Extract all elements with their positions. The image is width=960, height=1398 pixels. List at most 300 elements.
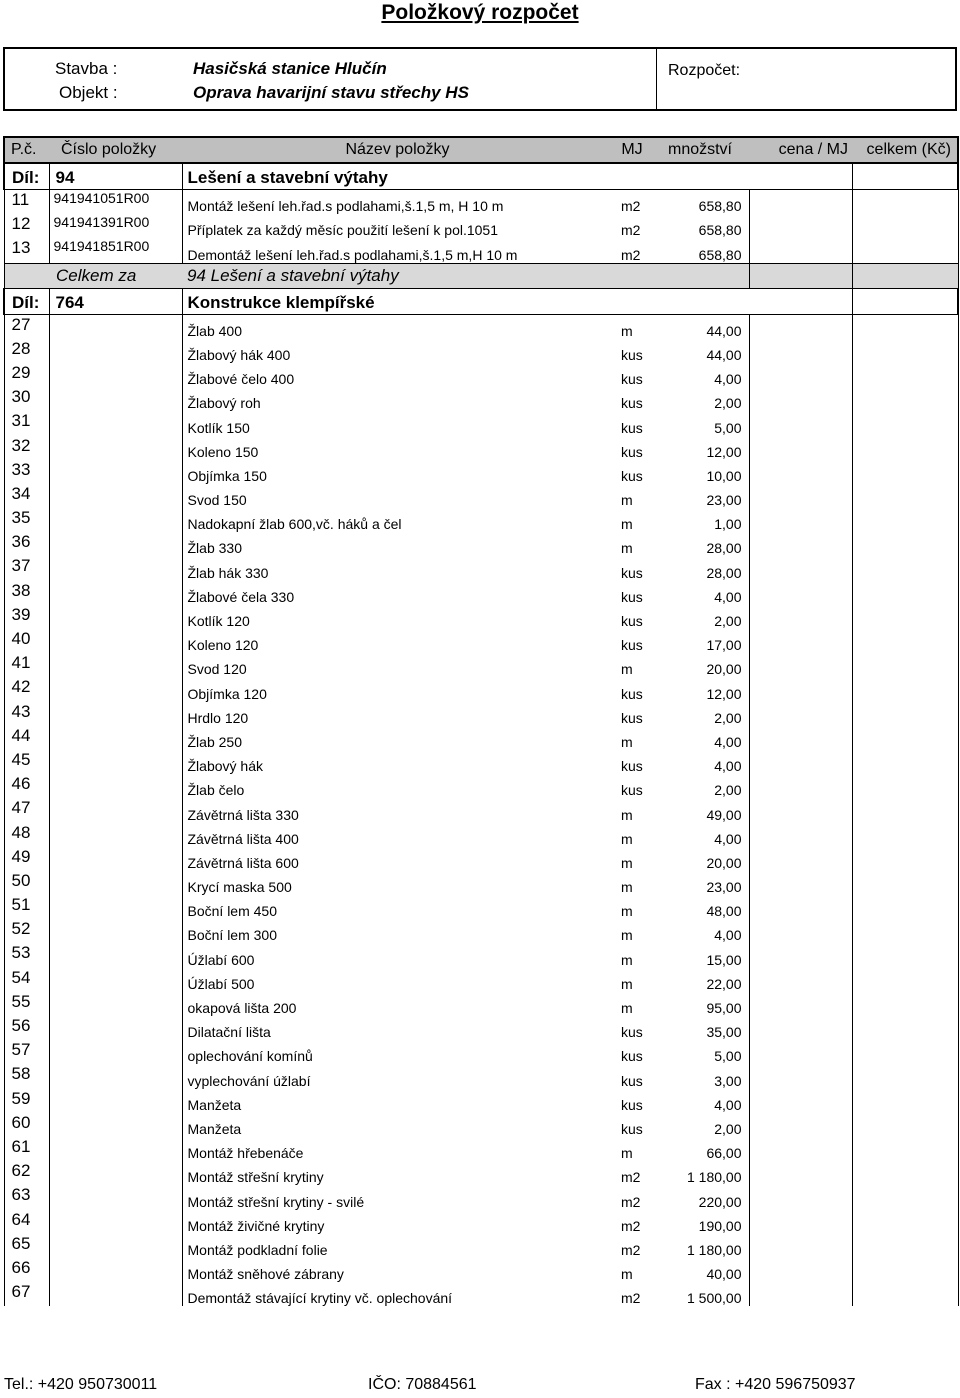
table-row [4, 1113, 958, 1137]
item-total [852, 1185, 958, 1209]
item-name: Manžeta [182, 1089, 613, 1113]
item-name: Závětrná lišta 600 [182, 847, 613, 871]
item-qty: 2,00 [714, 782, 742, 799]
table-row [4, 460, 958, 484]
section-header-row [4, 163, 958, 190]
item-name: Objímka 150 [182, 460, 613, 484]
item-qty: 12,00 [706, 443, 742, 460]
item-pc: 59 [4, 1089, 49, 1113]
item-qty: 5,00 [714, 419, 742, 436]
item-name: Kotlík 150 [182, 411, 613, 435]
section-empty-celkem [852, 288, 958, 314]
item-total [852, 190, 958, 215]
item-name: Žlab 330 [182, 532, 613, 556]
item-code [49, 1282, 182, 1306]
item-name: Žlab 250 [182, 726, 613, 750]
item-total [852, 1040, 958, 1064]
table-row [4, 919, 958, 943]
item-qty: 22,00 [706, 975, 742, 992]
table-row [4, 484, 958, 508]
item-code [49, 363, 182, 387]
item-mj: kus [621, 371, 643, 388]
item-code [49, 605, 182, 629]
item-pc: 64 [4, 1210, 49, 1234]
summary-empty-celkem [852, 263, 958, 288]
stavba-value: Hasičská stanice Hlučín [193, 59, 387, 78]
summary-empty-cena [749, 263, 852, 288]
item-unit-price [749, 1113, 852, 1137]
item-code [49, 919, 182, 943]
table-row [4, 214, 958, 238]
section-dil-label: Díl: [4, 288, 49, 314]
item-name: Žlab čelo [182, 774, 613, 798]
item-unit-price [749, 581, 852, 605]
item-mj: m2 [621, 246, 641, 263]
item-pc: 32 [4, 436, 49, 460]
item-pc: 12 [4, 214, 49, 238]
item-mj: m [621, 661, 633, 678]
table-row [4, 847, 958, 871]
item-unit-price [749, 943, 852, 967]
section-empty-qty [651, 288, 749, 314]
item-name: Koleno 120 [182, 629, 613, 653]
item-name: Montáž lešení leh.řad.s podlahami,š.1,5 m, H 10 m [182, 190, 613, 215]
item-mj: m [613, 314, 651, 339]
table-row [4, 363, 958, 387]
table-row [4, 387, 958, 411]
objekt-value: Oprava havarijní stavu střechy HS [193, 83, 469, 102]
item-total [852, 1258, 958, 1282]
footer-fax: Fax : +420 596750937 [695, 1376, 856, 1393]
item-unit-price [749, 532, 852, 556]
item-code: 941941851R00 [49, 238, 182, 263]
table-row [4, 1234, 958, 1258]
item-qty: 190,00 [698, 1217, 742, 1234]
item-mj: m [621, 1000, 633, 1016]
item-pc: 47 [4, 798, 49, 822]
table-row [4, 726, 958, 750]
item-mj: m2 [613, 190, 651, 215]
item-qty: 15,00 [706, 951, 742, 968]
item-total [852, 1089, 958, 1113]
item-total [852, 214, 958, 238]
item-unit-price [749, 968, 852, 992]
item-mj: kus [621, 1096, 643, 1113]
item-qty: 2,00 [714, 613, 742, 629]
table-row [4, 798, 958, 822]
item-total [852, 1113, 958, 1137]
item-code: 941941051R00 [49, 190, 182, 215]
item-total [852, 1210, 958, 1234]
table-row [4, 1064, 958, 1088]
item-code [49, 1016, 182, 1040]
item-total [852, 1282, 958, 1306]
item-qty: 658,80 [698, 246, 742, 263]
table-row [4, 1258, 958, 1282]
item-unit-price [749, 653, 852, 677]
item-mj: m [621, 927, 633, 944]
item-name: Nadokapní žlab 600,vč. háků a čel [182, 508, 613, 532]
summary-name: 94 Lešení a stavební výtahy [182, 263, 613, 288]
item-total [852, 532, 958, 556]
item-name: Dilatační lišta [182, 1016, 613, 1040]
stavba-label: Stavba : [55, 59, 118, 78]
item-unit-price [749, 1161, 852, 1185]
item-mj: m2 [621, 1241, 641, 1258]
item-unit-price [749, 190, 852, 215]
item-mj: m [621, 492, 633, 509]
table-row [4, 968, 958, 992]
item-mj: kus [621, 685, 643, 702]
item-mj: kus [621, 613, 643, 629]
item-mj: kus [621, 588, 643, 605]
table-row [4, 750, 958, 774]
item-name: Boční lem 300 [182, 919, 613, 943]
item-total [852, 847, 958, 871]
item-unit-price [749, 1210, 852, 1234]
table-row [4, 1185, 958, 1209]
item-code [49, 677, 182, 701]
item-qty: 658,80 [698, 222, 742, 239]
item-name: vyplechování úžlabí [182, 1064, 613, 1088]
item-name: Demontáž stávající krytiny vč. oplechování [182, 1282, 613, 1306]
item-unit-price [749, 677, 852, 701]
item-code [49, 895, 182, 919]
item-code [49, 1113, 182, 1137]
rozpocet-label: Rozpočet: [668, 62, 741, 79]
item-qty: 4,00 [714, 1096, 742, 1113]
item-qty: 2,00 [714, 1120, 742, 1137]
item-pc: 13 [4, 238, 49, 263]
item-code [49, 653, 182, 677]
item-qty: 4,00 [714, 733, 742, 750]
item-unit-price [749, 387, 852, 411]
item-qty: 44,00 [651, 314, 749, 339]
item-mj: m2 [621, 1169, 641, 1186]
item-mj: kus [621, 782, 643, 799]
item-qty: 23,00 [706, 879, 742, 896]
item-qty: 1 180,00 [687, 1169, 742, 1186]
item-mj: m2 [621, 1193, 641, 1210]
item-unit-price [749, 750, 852, 774]
item-total [852, 798, 958, 822]
table-row [4, 702, 958, 726]
item-name: Koleno 150 [182, 436, 613, 460]
item-total [852, 484, 958, 508]
item-pc: 45 [4, 750, 49, 774]
item-qty: 1,00 [714, 516, 742, 533]
col-header-pc: P.č. [4, 137, 49, 163]
item-code [49, 581, 182, 605]
item-total [852, 943, 958, 967]
item-pc: 49 [4, 847, 49, 871]
item-pc: 62 [4, 1161, 49, 1185]
item-code [49, 436, 182, 460]
item-unit-price [749, 605, 852, 629]
item-code [49, 508, 182, 532]
table-row [4, 629, 958, 653]
item-name: okapová lišta 200 [182, 992, 613, 1016]
footer-phone: Tel.: +420 950730011 [4, 1376, 158, 1393]
section-dil-name: Lešení a stavební výtahy [182, 163, 613, 190]
item-pc: 42 [4, 677, 49, 701]
budget-table [3, 136, 959, 1306]
item-code [49, 798, 182, 822]
table-row [4, 581, 958, 605]
item-qty: 20,00 [706, 661, 742, 678]
item-total [852, 238, 958, 263]
item-total [852, 436, 958, 460]
item-code [49, 629, 182, 653]
header-divider [656, 49, 657, 109]
table-row [4, 943, 958, 967]
item-pc: 52 [4, 919, 49, 943]
item-name: Montáž střešní krytiny [182, 1161, 613, 1185]
table-row [4, 992, 958, 1016]
item-unit-price [749, 484, 852, 508]
table-row [4, 314, 958, 339]
item-name: Žlab 400 [182, 314, 613, 339]
item-name: Žlabové čelo 400 [182, 363, 613, 387]
item-qty: 4,00 [714, 588, 742, 605]
item-pc: 11 [4, 190, 49, 215]
item-unit-price [749, 1040, 852, 1064]
item-name: Svod 150 [182, 484, 613, 508]
table-row [4, 653, 958, 677]
section-empty-cena [749, 163, 852, 190]
item-name: Kotlík 120 [182, 605, 613, 629]
footer-ico: IČO: 70884561 [368, 1376, 477, 1393]
col-header-celkem: celkem (Kč) [852, 137, 958, 163]
summary-empty-qty [651, 263, 749, 288]
item-pc: 53 [4, 943, 49, 967]
item-unit-price [749, 1089, 852, 1113]
table-row [4, 1016, 958, 1040]
item-mj: kus [621, 758, 643, 775]
item-mj: kus [621, 443, 643, 460]
item-code [49, 726, 182, 750]
item-qty: 48,00 [706, 903, 742, 920]
item-name: Příplatek za každý měsíc použití lešení k pol.1051 [182, 214, 613, 238]
item-pc: 60 [4, 1113, 49, 1137]
item-name: Hrdlo 120 [182, 702, 613, 726]
item-code [49, 968, 182, 992]
item-unit-price [749, 1185, 852, 1209]
item-pc: 51 [4, 895, 49, 919]
item-pc: 54 [4, 968, 49, 992]
item-pc: 38 [4, 581, 49, 605]
item-mj: kus [621, 1072, 643, 1089]
item-pc: 66 [4, 1258, 49, 1282]
item-total [852, 411, 958, 435]
table-row [4, 1210, 958, 1234]
table-row [4, 677, 958, 701]
item-name: Žlabový hák [182, 750, 613, 774]
item-code: 941941391R00 [49, 214, 182, 238]
item-name: Úžlabí 600 [182, 943, 613, 967]
item-pc: 28 [4, 339, 49, 363]
item-name: Boční lem 450 [182, 895, 613, 919]
item-mj: m [621, 1266, 633, 1283]
section-empty-mj [613, 288, 651, 314]
item-pc: 30 [4, 387, 49, 411]
section-header-row [4, 288, 958, 314]
item-mj: kus [621, 564, 643, 581]
item-total [852, 1234, 958, 1258]
summary-empty-mj [613, 263, 651, 288]
section-dil-name: Konstrukce klempířské [182, 288, 613, 314]
table-row [4, 871, 958, 895]
table-row [4, 238, 958, 263]
table-row [4, 532, 958, 556]
item-name: Svod 120 [182, 653, 613, 677]
item-name: Žlabové čela 330 [182, 581, 613, 605]
item-qty: 2,00 [714, 709, 742, 726]
item-pc: 56 [4, 1016, 49, 1040]
item-unit-price [749, 556, 852, 580]
item-qty: 2,00 [714, 395, 742, 412]
item-mj: m [621, 516, 633, 533]
item-name: Manžeta [182, 1113, 613, 1137]
table-row [4, 339, 958, 363]
item-qty: 40,00 [706, 1266, 742, 1283]
item-mj: kus [621, 1048, 643, 1065]
item-unit-price [749, 798, 852, 822]
item-total [852, 460, 958, 484]
item-name: Montáž sněhové zábrany [182, 1258, 613, 1282]
item-total [852, 871, 958, 895]
summary-label: Celkem za [49, 263, 182, 288]
section-empty-mj [613, 163, 651, 190]
item-mj: kus [621, 709, 643, 726]
item-pc: 31 [4, 411, 49, 435]
item-mj: m [621, 830, 633, 847]
item-total [852, 508, 958, 532]
item-code [49, 943, 182, 967]
item-total [852, 1016, 958, 1040]
item-code [49, 1040, 182, 1064]
item-name: Žlab hák 330 [182, 556, 613, 580]
item-code [49, 339, 182, 363]
table-row [4, 895, 958, 919]
item-unit-price [749, 895, 852, 919]
table-row [4, 436, 958, 460]
item-pc: 55 [4, 992, 49, 1016]
item-total [852, 702, 958, 726]
item-pc: 35 [4, 508, 49, 532]
table-row [4, 605, 958, 629]
table-row [4, 556, 958, 580]
item-name: Krycí maska 500 [182, 871, 613, 895]
item-mj: kus [621, 346, 643, 363]
item-code [49, 532, 182, 556]
col-header-mnozstvi: množství [651, 137, 749, 163]
item-code [49, 460, 182, 484]
item-code [49, 750, 182, 774]
item-unit-price [749, 411, 852, 435]
table-row [4, 508, 958, 532]
item-total [852, 1064, 958, 1088]
item-pc: 63 [4, 1185, 49, 1209]
item-mj: m [621, 879, 633, 896]
item-mj: m [621, 975, 633, 992]
section-empty-celkem [852, 163, 958, 190]
item-code [49, 702, 182, 726]
item-code [49, 314, 182, 339]
item-total [852, 1161, 958, 1185]
item-pc: 41 [4, 653, 49, 677]
item-mj: m [621, 540, 633, 557]
item-unit-price [749, 871, 852, 895]
section-dil-number: 764 [49, 288, 182, 314]
item-mj: kus [621, 637, 643, 654]
item-qty: 4,00 [714, 758, 742, 775]
item-total [852, 823, 958, 847]
item-total [852, 992, 958, 1016]
item-mj: m [621, 903, 633, 920]
item-total [852, 556, 958, 580]
item-qty: 1 500,00 [687, 1290, 742, 1307]
item-code [49, 1258, 182, 1282]
item-qty: 35,00 [706, 1024, 742, 1041]
item-name: Závětrná lišta 400 [182, 823, 613, 847]
col-header-cena: cena / MJ [749, 137, 852, 163]
item-total [852, 750, 958, 774]
section-dil-number: 94 [49, 163, 182, 190]
item-unit-price [749, 314, 852, 339]
item-name: Demontáž lešení leh.řad.s podlahami,š.1,5 m,H 10 m [182, 238, 613, 263]
item-mj: m2 [621, 1217, 641, 1234]
table-row [4, 1040, 958, 1064]
table-row [4, 190, 958, 215]
item-code [49, 871, 182, 895]
item-qty: 12,00 [706, 685, 742, 702]
item-code [49, 1137, 182, 1161]
item-total [852, 363, 958, 387]
table-row [4, 774, 958, 798]
item-pc: 61 [4, 1137, 49, 1161]
item-code [49, 1234, 182, 1258]
table-row [4, 1161, 958, 1185]
item-pc: 40 [4, 629, 49, 653]
item-code [49, 1089, 182, 1113]
page-title: Položkový rozpočet [381, 1, 579, 24]
page-footer [0, 1376, 960, 1398]
item-qty: 658,80 [651, 190, 749, 215]
item-qty: 5,00 [714, 1048, 742, 1065]
item-total [852, 677, 958, 701]
table-row [4, 823, 958, 847]
item-mj: kus [621, 1024, 643, 1041]
item-mj: m [621, 951, 633, 968]
item-name: Montáž střešní krytiny - svilé [182, 1185, 613, 1209]
item-total [852, 605, 958, 629]
summary-empty-pc [4, 263, 49, 288]
item-mj: m [621, 806, 633, 823]
item-total [852, 653, 958, 677]
item-mj: m [621, 854, 633, 871]
item-unit-price [749, 919, 852, 943]
item-unit-price [749, 460, 852, 484]
item-qty: 95,00 [706, 1000, 742, 1016]
item-qty: 4,00 [714, 371, 742, 388]
table-row [4, 1282, 958, 1306]
item-qty: 28,00 [706, 564, 742, 581]
item-mj: kus [621, 1120, 643, 1137]
section-empty-qty [651, 163, 749, 190]
item-pc: 50 [4, 871, 49, 895]
table-body [4, 163, 958, 1306]
